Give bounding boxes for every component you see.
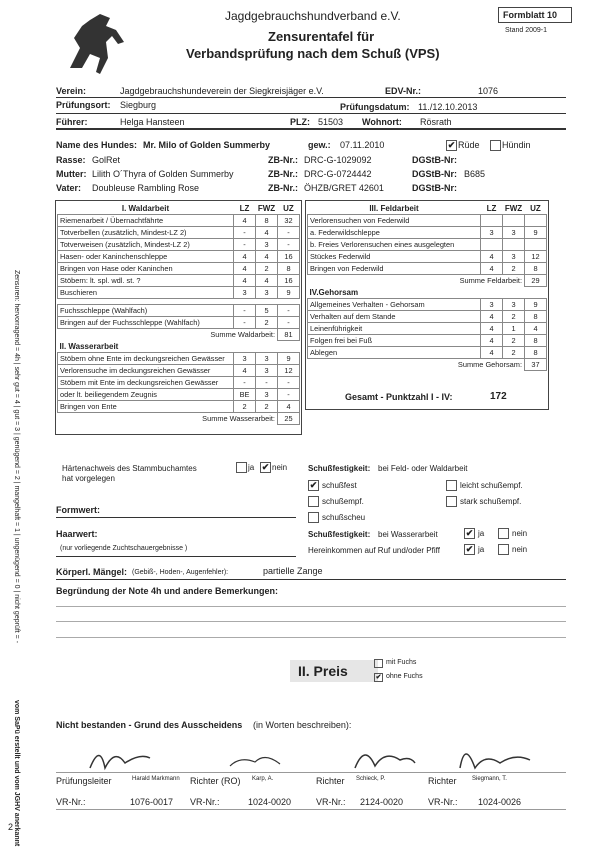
mit-fuchs-label: mit Fuchs (386, 659, 417, 666)
sum-feld-value: 29 (525, 275, 547, 287)
huendin-label: Hündin (502, 140, 531, 150)
rasse-label: Rasse: (56, 155, 86, 165)
table-row: Fuchsschleppe (Wahlfach) - 5 - (58, 305, 300, 317)
fwz-header: FWZ (257, 203, 276, 213)
sf-wasser-label: Schußfestigkeit: (308, 530, 371, 539)
schussfest-label: schußfest (322, 481, 357, 490)
zucht-note: (nur vorliegende Zuchtschauergebnisse ) (60, 545, 188, 552)
schussfest-checkbox[interactable]: ✔ (309, 480, 318, 490)
koerper-label: Körperl. Mängel: (56, 567, 128, 577)
vr-label-2: VR-Nr.: (190, 797, 220, 807)
haarwert-label: Haarwert: (56, 529, 98, 539)
sum-feld-label: Summe Feldarbeit: (459, 276, 522, 286)
table-row: Stöbern mit Ente im deckungsreichen Gewässer - - - (58, 377, 300, 389)
vr-value-1: 1076-0017 (130, 797, 174, 807)
datum-label: Prüfungsdatum: (340, 102, 410, 112)
lz-header-right: LZ (486, 203, 497, 213)
feldarbeit-table (307, 202, 547, 371)
table-row: Hasen- oder Kaninchenschleppe 4 4 16 (58, 251, 300, 263)
table-row: Ablegen 4 2 8 (308, 347, 547, 359)
wasser-nein-checkbox[interactable] (498, 528, 509, 539)
huendin-checkbox[interactable] (490, 140, 501, 151)
koerper-hint: (Gebiß-, Hoden-, Augenfehler): (132, 569, 229, 576)
koerper-value: partielle Zange (263, 566, 323, 576)
nicht-bestanden-label: Nicht bestanden - Grund des Ausscheidens (56, 720, 243, 730)
dg3-label: DGStB-Nr: (412, 183, 457, 193)
sum-wasser-label: Summe Wasserarbeit: (202, 414, 275, 424)
schussscheu-label: schußscheu (322, 513, 366, 522)
sum-wald-label: Summe Waldarbeit: (210, 330, 275, 340)
table-row: Stückes Federwild 4 3 12 (308, 251, 547, 263)
total-label: Gesamt - Punktzahl I - IV: (345, 392, 453, 402)
uz-header-right: UZ (530, 203, 541, 213)
table-row: Bringen von Ente 2 2 4 (58, 401, 300, 413)
verein-value: Jagdgebrauchshundeverein der Siegkreisjäger e.V. (120, 86, 324, 96)
vater-value: Doubleuse Rambling Rose (92, 183, 200, 193)
hereinkommen-label: Hereinkommen auf Ruf und/oder Pfiff (308, 546, 440, 555)
sf-wasser: bei Wasserarbeit (378, 530, 438, 539)
table-row: Folgen frei bei Fuß 4 2 8 (308, 335, 547, 347)
vr-value-2: 1024-0020 (248, 797, 292, 807)
zb1-label: ZB-Nr.: (268, 155, 298, 165)
table-row: Bringen von Federwild 4 2 8 (308, 263, 547, 275)
vr-label-3: VR-Nr.: (316, 797, 346, 807)
wohnort-value: Rösrath (420, 117, 452, 127)
zb1-value: DRC-G-1029092 (304, 155, 372, 165)
side-stamp: vom SaPü erstellt und vom JGHV anerkannt (13, 700, 20, 847)
lz-header: LZ (239, 203, 250, 213)
haerte-nein-checkbox[interactable]: ✔ (261, 462, 270, 472)
fuehrer-label: Führer: (56, 117, 88, 127)
table-row: Verlorensuche im deckungsreichen Gewässer 4 3 12 (58, 365, 300, 377)
stark-checkbox[interactable] (446, 496, 457, 507)
verein-label: Verein: (56, 86, 87, 96)
dg2-value: B685 (464, 169, 486, 179)
table-row: Leinenführigkeit 4 1 4 (308, 323, 547, 335)
vr-value-4: 1024-0026 (478, 797, 522, 807)
haerte-ja-label: ja (248, 463, 255, 472)
datum-value: 11./12.10.2013 (418, 102, 478, 112)
vr-label-4: VR-Nr.: (428, 797, 458, 807)
pl-label: Prüfungsleiter (56, 776, 112, 786)
haerte-label-1: Härtenachweis des Stammbuchamtes (62, 464, 197, 473)
r1-label: Richter (RO) (190, 776, 241, 786)
fuehrer-value: Helga Hansteen (120, 117, 185, 127)
total-value: 172 (490, 391, 507, 402)
gehorsam-heading: IV.Gehorsam (309, 288, 359, 297)
r1-name: Karp, A. (252, 776, 274, 782)
schussempf-checkbox[interactable] (308, 496, 319, 507)
zb2-value: DRC-G-0724442 (304, 169, 372, 179)
stark-label: stark schußempf. (460, 497, 522, 506)
vr-value-3: 2124-0020 (360, 797, 404, 807)
zb3-value: ÖHZB/GRET 42601 (304, 183, 384, 193)
table-row: Bringen von Hase oder Kaninchen 4 2 8 (58, 263, 300, 275)
edv-label: EDV-Nr.: (385, 86, 422, 96)
rasse-value: GolRet (92, 155, 121, 165)
sf-wald: bei Feld- oder Waldarbeit (378, 464, 468, 473)
mit-fuchs-checkbox[interactable] (374, 659, 383, 668)
uz-header: UZ (283, 203, 294, 213)
sum-wald-value: 81 (278, 329, 300, 341)
haerte-nein-label: nein (272, 463, 288, 472)
gew-value: 07.11.2010 (340, 140, 385, 150)
table-row: Stöbern: lt. spl. wdl. st. ? 4 4 16 (58, 275, 300, 287)
wasserarbeit-heading: II. Wasserarbeit (59, 342, 119, 351)
plz-value: 51503 (318, 117, 344, 127)
wasser-ja-checkbox[interactable]: ✔ (465, 528, 474, 538)
table-row: a. Federwildschleppe 3 3 9 (308, 227, 547, 239)
ohne-fuchs-checkbox[interactable]: ✔ (375, 674, 382, 681)
haerte-label-2: hat vorgelegen (62, 474, 115, 483)
grading-scale: Zensuren: hervorragend = 4h | sehr gut = 4 | gut = 3 | genügend = 2 | mangelhaft = 1 | ungenügend = 0 | nicht geprüft = - (13, 270, 20, 644)
ruede-checkbox[interactable]: ✔ (447, 140, 456, 150)
feldarbeit-heading: III. Feldarbeit (369, 203, 419, 213)
table-row: Verlorensuchen von Federwild (308, 215, 547, 227)
preis-badge: II. Preis (290, 660, 378, 682)
schussempf-label: schußempf. (322, 497, 364, 506)
ruf-ja-label: ja (478, 545, 485, 554)
ruf-nein-label: nein (512, 545, 528, 554)
r3-name: Siegmann, T. (472, 776, 507, 782)
sum-gehorsam-value: 37 (525, 359, 547, 371)
dog-name-label: Name des Hundes: (56, 140, 138, 150)
form-stand: Stand 2009-1 (505, 27, 548, 34)
waldarbeit-heading: I. Waldarbeit (121, 203, 170, 213)
table-row: Totverbellen (zusätzlich, Mindest-LZ 2) - 4 - (58, 227, 300, 239)
form-number: Formblatt 10 (498, 7, 572, 23)
table-row: Allgemeines Verhalten - Gehorsam 3 3 9 (308, 299, 547, 311)
leicht-label: leicht schußempf. (460, 481, 523, 490)
mutter-value: Lilith O´Thyra of Golden Summerby (92, 169, 234, 179)
sf-label: Schußfestigkeit: (308, 464, 371, 473)
table-row: Buschieren 3 3 9 (58, 287, 300, 299)
gew-label: gew.: (308, 140, 331, 150)
vr-label-1: VR-Nr.: (56, 797, 86, 807)
table-row: Riemenarbeit / Übernachtfährte 4 8 32 (58, 215, 300, 227)
wohnort-label: Wohnort: (362, 117, 402, 127)
r2-name: Schieck, P. (356, 776, 386, 782)
dg1-label: DGStB-Nr: (412, 155, 457, 165)
formwert-label: Formwert: (56, 505, 101, 515)
leicht-checkbox[interactable] (446, 480, 457, 491)
mutter-label: Mutter: (56, 169, 87, 179)
sum-wasser-value: 25 (278, 413, 300, 425)
dog-name: Mr. Milo of Golden Summerby (143, 140, 271, 150)
plz-label: PLZ: (290, 117, 310, 127)
page-number: 2 (8, 822, 14, 832)
ruede-label: Rüde (458, 140, 480, 150)
wasser-ja-label: ja (478, 529, 485, 538)
table-row: Totverweisen (zusätzlich, Mindest-LZ 2) - 3 - (58, 239, 300, 251)
edv-value: 1076 (478, 86, 499, 96)
waldarbeit-table (57, 202, 300, 425)
ruf-nein-checkbox[interactable] (498, 544, 509, 555)
table-row: b. Freies Verlorensuchen eines ausgelegten (308, 239, 547, 251)
table-row: Stöbern ohne Ente im deckungsreichen Gewässer 3 3 9 (58, 353, 300, 365)
form-title-2: Verbandsprüfung nach dem Schuß (VPS) (186, 46, 440, 61)
table-row: oder lt. beiliegendem Zeugnis BE 3 - (58, 389, 300, 401)
dg2-label: DGStB-Nr: (412, 169, 457, 179)
form-title-1: Zensurentafel für (268, 29, 375, 44)
org-name: Jagdgebrauchshundverband e.V. (225, 9, 401, 23)
nicht-bestanden-hint: (in Worten beschreiben): (253, 720, 352, 730)
pl-name: Harald Markmann (132, 776, 180, 782)
r3-label: Richter (428, 776, 457, 786)
ohne-fuchs-label: ohne Fuchs (386, 673, 423, 680)
zb3-label: ZB-Nr.: (268, 183, 298, 193)
begruendung-label: Begründung der Note 4h und andere Bemerkungen: (56, 586, 279, 596)
table-row: Verhalten auf dem Stande 4 2 8 (308, 311, 547, 323)
r2-label: Richter (316, 776, 345, 786)
sum-gehorsam-label: Summe Gehorsam: (457, 360, 522, 370)
wasser-nein-label: nein (512, 529, 528, 538)
ort-label: Prüfungsort: (56, 100, 111, 110)
horse-logo-icon (60, 8, 132, 80)
zb2-label: ZB-Nr.: (268, 169, 298, 179)
ruf-ja-checkbox[interactable]: ✔ (465, 544, 474, 554)
fwz-header-right: FWZ (504, 203, 523, 213)
schussscheu-checkbox[interactable] (308, 512, 319, 523)
table-row: Bringen auf der Fuchsschleppe (Wahlfach) - 2 - (58, 317, 300, 329)
haerte-ja-checkbox[interactable] (236, 462, 247, 473)
vater-label: Vater: (56, 183, 82, 193)
ort-value: Siegburg (120, 100, 157, 110)
